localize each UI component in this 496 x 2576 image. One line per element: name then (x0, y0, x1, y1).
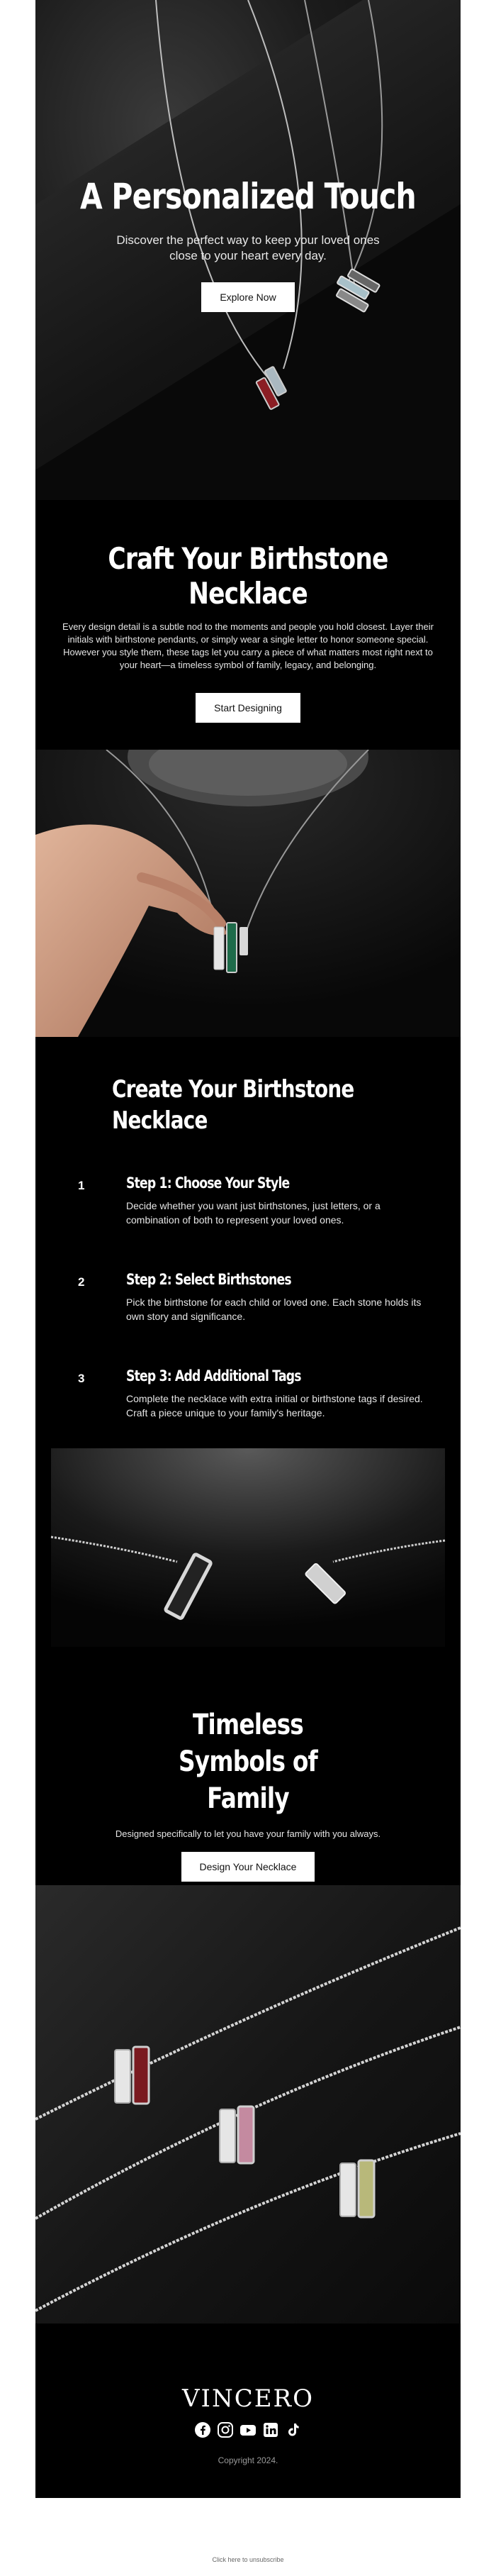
step-body: Complete the necklace with extra initial or birthstone tags if desired. Craft a piece unique to your family's heritage. (126, 1393, 423, 1419)
tiktok-icon[interactable] (285, 2421, 302, 2438)
step-title: Step 2: Select Birthstones (126, 1271, 291, 1288)
youtube-icon[interactable] (239, 2421, 257, 2438)
step-body: Pick the birthstone for each child or loved one. Each stone holds its own story and significance. (126, 1297, 422, 1322)
steps-section (35, 1037, 461, 1448)
hand-necklace-photo (35, 750, 461, 1037)
step-title: Step 1: Choose Your Style (126, 1175, 290, 1192)
email-container (35, 0, 461, 2498)
design-necklace-button[interactable]: Design Your Necklace (181, 1852, 315, 1882)
craft-section (35, 500, 461, 750)
pendants-image (35, 1448, 461, 1661)
timeless-subtitle: Designed specifically to let you have your family with you always. (115, 1828, 381, 1839)
hero-title: A Personalized Touch (80, 176, 416, 217)
step-number: 3 (78, 1372, 85, 1385)
three-necklaces-photo (35, 1885, 461, 2324)
start-designing-button[interactable]: Start Designing (196, 693, 300, 723)
facebook-icon[interactable] (194, 2421, 211, 2438)
explore-now-button[interactable]: Explore Now (201, 282, 294, 312)
hero-section (35, 0, 461, 500)
hand-necklace-image (35, 750, 461, 1037)
copyright-text: Copyright 2024. (218, 2455, 278, 2465)
unsubscribe-link[interactable]: Click here to unsubscribe (212, 2556, 284, 2563)
step-number: 1 (78, 1179, 85, 1192)
instagram-icon[interactable] (217, 2421, 234, 2438)
three-necklaces-image (35, 1885, 461, 2324)
hero-subtitle: Discover the perfect way to keep your loved ones close to your heart every day. (116, 233, 380, 262)
step-body: Decide whether you want just birthstones, just letters, or a combination of both to represent your loved ones. (126, 1200, 381, 1226)
pendants-photo (35, 1448, 461, 1661)
timeless-section (35, 1661, 461, 1885)
footer-section (35, 2324, 461, 2498)
vincero-logo[interactable]: VINCERO (181, 2385, 315, 2413)
craft-title: Craft Your Birthstone Necklace (108, 541, 388, 611)
timeless-title: Timeless Symbols of Family (178, 1709, 317, 1815)
step-title: Step 3: Add Additional Tags (126, 1367, 301, 1384)
craft-body: Every design detail is a subtle nod to the moments and people you hold closest. Layer their initials with birthstone pendants, or simply wear a single letter to honor someone special. However you style them, these tags let you carry a piece of what matters most right next to your heart—a timeless symbol of family, legacy, and belonging. (62, 621, 434, 670)
social-links (35, 2421, 461, 2438)
linkedin-icon[interactable] (262, 2421, 279, 2438)
steps-title: Create Your Birthstone Necklace (112, 1075, 354, 1135)
hero-content (35, 176, 461, 312)
step-number: 2 (78, 1275, 85, 1289)
